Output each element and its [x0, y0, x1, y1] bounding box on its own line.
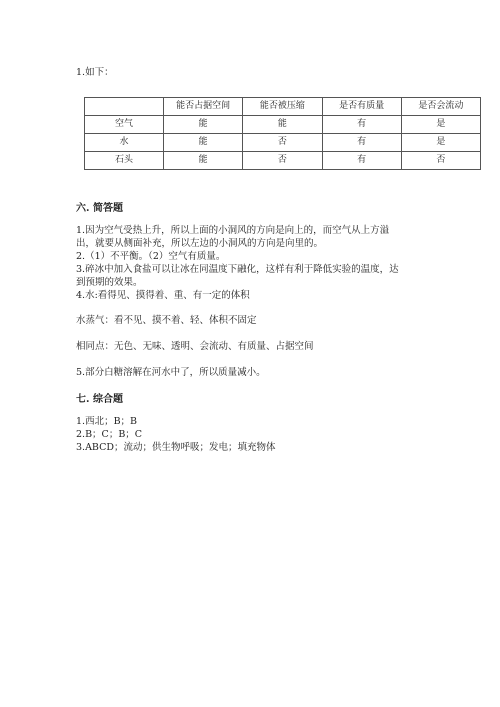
answer-q3-line2: 到预期的效果。 [76, 277, 143, 288]
answer-q1-line2: 出，就要从侧面补充，所以左边的小洞风的方向是向里的。 [76, 238, 324, 249]
table-row [85, 116, 481, 134]
section-6-title: 六. 简答题 [76, 203, 123, 214]
table-cell: 否 [243, 152, 322, 170]
table-cell: 石头 [85, 152, 164, 170]
table-cell: 能 [243, 116, 322, 134]
table-cell: 有 [322, 134, 401, 152]
table-header-cell: 是否会流动 [401, 98, 480, 116]
answer-q4: 4.水:看得见、摸得着、重、有一定的体积 [76, 290, 250, 301]
table-cell: 空气 [85, 116, 164, 134]
answer-7-2: 2.B；C；B；C [76, 429, 143, 440]
table-header-cell: 能否被压缩 [243, 98, 322, 116]
table-cell: 能 [164, 134, 243, 152]
table-header-cell: 能否占据空间 [164, 98, 243, 116]
answer-7-3: 3.ABCD；流动；供生物呼吸；发电；填充物体 [76, 442, 276, 453]
answer-q5: 5.部分白糖溶解在河水中了，所以质量减小。 [76, 367, 266, 378]
table-header-row [85, 98, 481, 116]
table-row [85, 152, 481, 170]
table-header-cell [85, 98, 164, 116]
table-cell: 能 [164, 116, 243, 134]
table-cell: 是 [401, 134, 480, 152]
table-header-cell: 是否有质量 [322, 98, 401, 116]
answer-q4-vapor: 水蒸气：看不见、摸不着、轻、体积不固定 [76, 315, 257, 326]
answer-q2: 2.（1）不平衡。（2）空气有质量。 [76, 251, 226, 262]
answer-q3-line1: 3.碎冰中加入食盐可以让冰在同温度下融化，这样有利于降低实验的温度，达 [76, 264, 399, 275]
section-7-title: 七. 综合题 [76, 394, 123, 405]
answer-intro: 1.如下： [76, 67, 114, 78]
table-cell: 是 [401, 116, 480, 134]
answer-q4-common: 相同点：无色、无味、透明、会流动、有质量、占据空间 [76, 341, 314, 352]
table-cell: 否 [243, 134, 322, 152]
table-cell: 有 [322, 152, 401, 170]
table-cell: 有 [322, 116, 401, 134]
answer-7-1: 1.西北；B；B [76, 416, 138, 427]
answer-q1-line1: 1.因为空气受热上升，所以上面的小洞风的方向是向上的，而空气从上方溢 [76, 225, 390, 236]
properties-table [84, 97, 481, 170]
table-cell: 水 [85, 134, 164, 152]
table-cell: 能 [164, 152, 243, 170]
table-cell: 否 [401, 152, 480, 170]
table-row [85, 134, 481, 152]
